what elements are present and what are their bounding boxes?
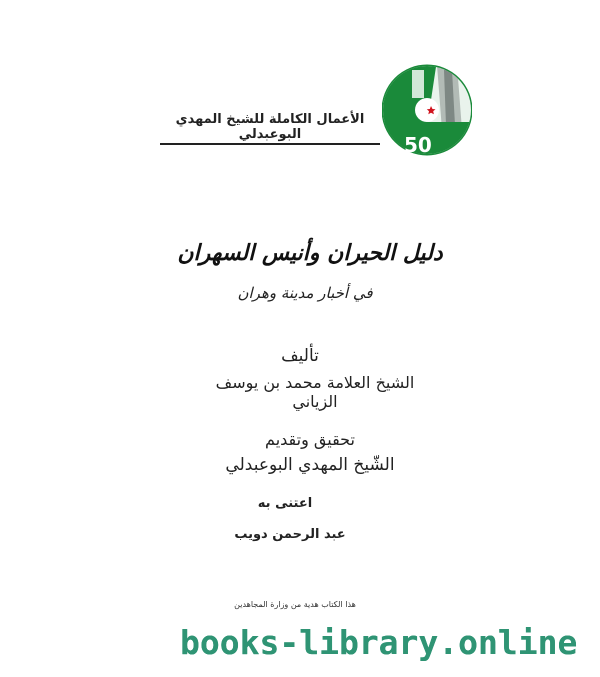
- watermark: books-library.online: [180, 623, 578, 662]
- book-subtitle: في أخبار مدينة وهران: [237, 284, 373, 302]
- editor-label: تحقيق وتقديم: [265, 430, 355, 449]
- care-label: اعتنى به: [257, 496, 313, 511]
- author-label: تأليف: [281, 346, 319, 366]
- gift-note: هذا الكتاب هدية من وزارة المجاهدين: [234, 600, 356, 609]
- anniversary-50-logo: [382, 60, 472, 160]
- editor-name: الشّيخ المهدي البوعبدلي: [225, 455, 395, 475]
- author-name: الشيخ العلامة محمد بن يوسف الزياني: [215, 373, 415, 411]
- logo-number: 50: [404, 133, 432, 157]
- care-name: عبد الرحمن دويب: [234, 527, 346, 542]
- series-title: الأعمال الكاملة للشيخ المهدي البوعبدلي: [160, 112, 380, 145]
- book-title: دليل الحيران وأنيس السهران: [177, 240, 443, 266]
